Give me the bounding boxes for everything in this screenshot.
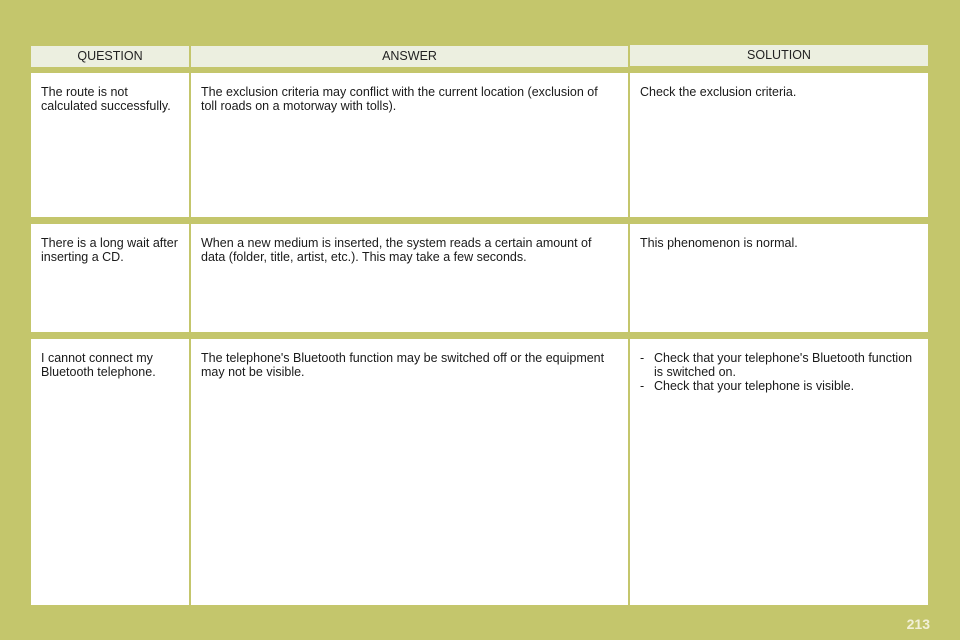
row-2-solution-cell xyxy=(630,224,928,332)
row-3-solution-cell xyxy=(630,339,928,605)
row-2-question-cell xyxy=(31,224,189,332)
solution-list xyxy=(640,351,918,393)
row-1-solution-cell xyxy=(630,73,928,217)
row-3-question-cell xyxy=(31,339,189,605)
row-2-question: There is a long wait after inserting a CD. xyxy=(41,236,178,264)
row-3-question: I cannot connect my Bluetooth telephone. xyxy=(41,351,156,379)
header-solution: SOLUTION xyxy=(630,45,928,66)
row-1-answer: The exclusion criteria may conflict with the current location (exclusion of toll roads on a motorway with tolls). xyxy=(201,85,598,113)
header-answer: ANSWER xyxy=(191,46,628,67)
row-3-solution xyxy=(630,339,928,393)
page-number: 213 xyxy=(906,616,930,632)
row-1-question-cell xyxy=(31,73,189,217)
row-2-answer-cell xyxy=(191,224,628,332)
row-3-answer: The telephone's Bluetooth function may be switched off or the equipment may not be visible. xyxy=(201,351,605,379)
solution-list-item: - Check that your telephone is visible. xyxy=(640,379,918,393)
row-1-answer-cell xyxy=(191,73,628,217)
solution-list-item: - Check that your telephone's Bluetooth function is switched on. xyxy=(640,351,918,379)
row-2-solution: This phenomenon is normal. xyxy=(640,236,798,250)
row-3-answer-cell xyxy=(191,339,628,605)
row-1-solution: Check the exclusion criteria. xyxy=(640,85,797,99)
row-1-question: The route is not calculated successfully. xyxy=(41,85,171,113)
header-question: QUESTION xyxy=(31,46,189,67)
row-2-answer: When a new medium is inserted, the system reads a certain amount of data (folder, title, artist, etc.). This may take a few seconds. xyxy=(201,236,592,264)
